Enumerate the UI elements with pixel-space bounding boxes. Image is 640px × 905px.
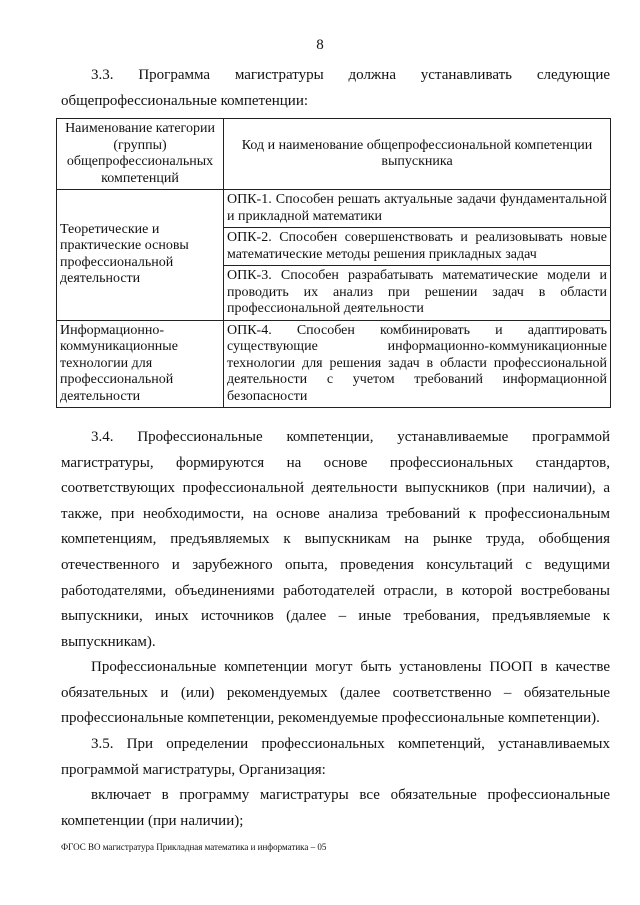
table-header-category: Наименование категории (группы) общепрофессиональных компетенций [57,119,224,190]
competency-cell: ОПК-2. Способен совершенствовать и реализовывать новые математические методы решения прикладных задач [224,228,611,266]
table-header-competency: Код и наименование общепрофессиональной компетенции выпускника [224,119,611,190]
category-cell: Информационно-коммуникационные технологии для профессиональной деятельности [57,320,224,408]
competency-cell: ОПК-4. Способен комбинировать и адаптировать существующие информационно-коммуникационные технологии для решения задач в области профессиональной деятельности с учетом требований информационной безопасности [224,320,611,408]
page-number: 8 [316,37,324,53]
table-row [57,190,611,228]
category-cell: Теоретические и практические основы профессиональной деятельности [57,190,224,321]
table-row [57,320,611,408]
document-footer: ФГОС ВО магистратура Прикладная математика и информатика – 05 [61,842,327,852]
section-3-5-paragraph: 3.5. При определении профессиональных компетенций, устанавливаемых программой магистратуры, Организация: [61,736,610,778]
competency-cell: ОПК-1. Способен решать актуальные задачи фундаментальной и прикладной математики [224,190,611,228]
table-header-row [57,119,611,190]
section-3-4-paragraph: 3.4. Профессиональные компетенции, устанавливаемые программой магистратуры, формируются на основе профессиональных стандартов, соответствующих профессиональной деятельности выпускников (при наличии), а также, при необходимости, на основе анализа требований к профессиональным компетенциям, предъявляемых к выпускникам на рынке труда, обобщения отечественного и зарубежного опыта, проведения консультаций с ведущими работодателями, объединениями работодателей отрасли, в которой востребованы выпускники, иных источников (далее – иные требования, предъявляемые к выпускникам). [61,429,610,650]
includes-paragraph: включает в программу магистратуры все обязательные профессиональные компетенции (при наличии); [61,787,610,829]
competencies-table [56,118,611,408]
professional-competencies-paragraph: Профессиональные компетенции могут быть установлены ПООП в качестве обязательных и (или) рекомендуемых (далее соответственно – обязательные профессиональные компетенции, рекомендуемые профессиональные компетенции). [61,659,610,727]
section-3-3-intro: 3.3. Программа магистратуры должна устанавливать следующие общепрофессиональные компетенции: [61,67,610,109]
competency-cell: ОПК-3. Способен разрабатывать математические модели и проводить их анализ при решении задач в области профессиональной деятельности [224,266,611,321]
